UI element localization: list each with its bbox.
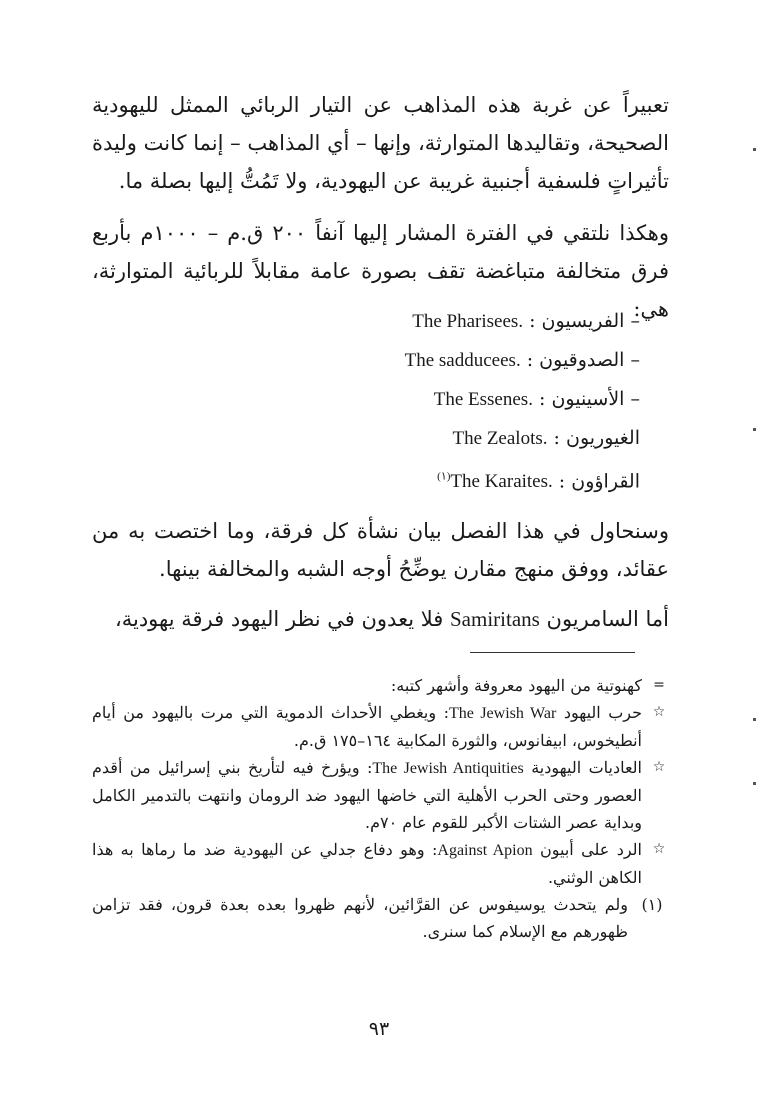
star-icon: ☆ bbox=[652, 759, 666, 775]
edge-mark bbox=[753, 428, 756, 431]
paragraph-sects-intro: وهكذا نلتقي في الفترة المشار إليها آنفاً ٢٠٠ ق.م – ١٠٠٠م بأربع فرق متخالفة متباغضة تقف بصورة عامة مقابلاً للربائية المتوارثة، هي: bbox=[92, 221, 669, 321]
book-title-arabic: الرد على أبيون bbox=[540, 840, 642, 859]
footnote-number: (١) bbox=[641, 895, 663, 914]
footnote-text: ولم يتحدث يوسيفوس عن القرَّائين، لأنهم ظهروا بعده بعدة قرون، فقد تزامن ظهورهم مع الإسلام كما سنرى. bbox=[92, 895, 628, 941]
sect-latin-name: The Pharisees. bbox=[412, 311, 524, 332]
list-item: – الصدوقيون : The sadducees. bbox=[404, 349, 640, 371]
footnote-ref[interactable]: (١) bbox=[437, 471, 451, 483]
list-prefix: – bbox=[624, 310, 640, 332]
book-description: : ويؤرخ فيه لتأريخ بني إسرائيل من أقدم العصور وحتى الحرب الأهلية التي خاضها اليهود ضد الرومان وانتهت بالتدمير الكامل وبداية عصر الشتات الأكبر للقوم عام ٧٠م. bbox=[92, 758, 642, 832]
list-item: – الفريسيون : The Pharisees. bbox=[412, 310, 640, 332]
list-prefix: – bbox=[624, 388, 640, 410]
page-number: ٩٣ bbox=[368, 1018, 390, 1040]
sect-arabic-name: الصدوقيون bbox=[539, 349, 625, 371]
sect-arabic-name: الفريسيون bbox=[541, 310, 625, 332]
book-title-latin: The Jewish War bbox=[449, 705, 557, 722]
sects-list bbox=[340, 302, 640, 501]
samaritans-arabic: أما السامريون bbox=[546, 607, 669, 631]
footnote-divider bbox=[470, 652, 635, 653]
footnote-text: كهنوتية من اليهود معروفة وأشهر كتبه: bbox=[390, 676, 642, 695]
sect-latin-name: The sadducees. bbox=[404, 350, 521, 371]
list-item: القراؤون : $^{(١)}$The Karaites. bbox=[437, 470, 640, 493]
sect-latin-name: The Zealots. bbox=[452, 428, 548, 449]
book-title-arabic: حرب اليهود bbox=[563, 703, 643, 722]
star-icon: ☆ bbox=[652, 841, 666, 857]
footnote-1 bbox=[92, 891, 672, 945]
sect-latin-name: $^{(١)}$The Karaites. bbox=[437, 471, 553, 493]
star-icon: ☆ bbox=[652, 704, 666, 720]
list-item: الغيوريون : The Zealots. bbox=[452, 427, 640, 449]
book-title-latin: Against Apion bbox=[437, 842, 533, 859]
sect-latin-name: The Essenes. bbox=[433, 389, 533, 410]
paragraph-intro: تعبيراً عن غربة هذه المذاهب عن التيار الربائي الممثل لليهودية الصحيحة، وتقاليدها المتوارثة، وإنها – أي المذاهب – إنما كانت وليدة تأثيراتٍ فلسفية أجنبية غريبة عن اليهودية، ولا تَمُتُّ إليها بصلة ما. bbox=[92, 93, 669, 193]
footnotes bbox=[92, 672, 672, 945]
list-prefix: – bbox=[624, 349, 640, 371]
footnote-book-item bbox=[92, 699, 672, 754]
footnote-continuation bbox=[92, 672, 672, 699]
edge-mark bbox=[753, 782, 756, 785]
book-description: : وهو دفاع جدلي عن اليهودية ضد ما رماها به هذا الكاهن الوثني. bbox=[92, 840, 642, 887]
paragraph-chapter-plan: وسنحاول في هذا الفصل بيان نشأة كل فرقة، وما اختصت به من عقائد، ووفق منهج مقارن يوضِّحُ أوجه الشبه والمخالفة بينها. bbox=[92, 519, 669, 581]
book-description: : ويغطي الأحداث الدموية التي مرت باليهود من أيام أنطيخوس، ابيفانوس، والثورة المكابية ١٦٤–١٧٥ ق.م. bbox=[92, 703, 642, 750]
paragraph-samaritans bbox=[92, 600, 669, 638]
samaritans-continuation: فلا يعدون في نظر اليهود فرقة يهودية، bbox=[114, 607, 444, 631]
sect-arabic-name: الغيوريون bbox=[565, 427, 640, 449]
list-item: – الأسينيون : The Essenes. bbox=[433, 388, 640, 410]
edge-mark bbox=[753, 148, 756, 151]
footnote-book-item bbox=[92, 836, 672, 891]
book-title-arabic: العاديات اليهودية bbox=[531, 758, 642, 777]
edge-mark bbox=[753, 718, 756, 721]
continuation-mark: = bbox=[653, 677, 665, 693]
book-title-latin: The Jewish Antiquities bbox=[372, 760, 524, 777]
samaritans-latin: Samiritans bbox=[450, 607, 540, 631]
sect-arabic-name: القراؤون bbox=[571, 470, 640, 493]
footnote-book-item bbox=[92, 754, 672, 836]
sect-arabic-name: الأسينيون bbox=[551, 388, 625, 410]
